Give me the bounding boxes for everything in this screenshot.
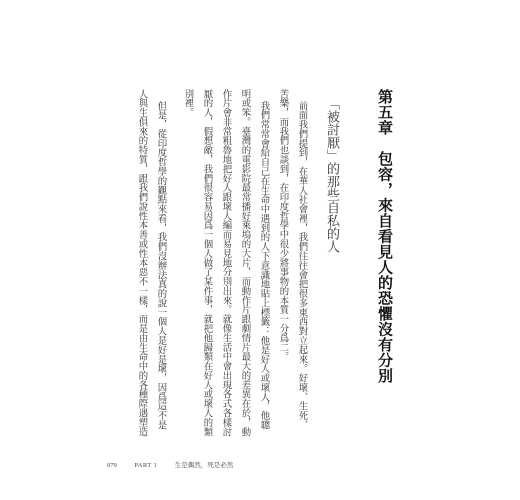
page-footer: [107, 460, 249, 469]
body-column: 前面我們提到，在華人社會裡，我們往往會把很多東西對立起來。好壞、生死、: [296, 101, 308, 430]
body-column: 別裡。: [182, 89, 194, 118]
chapter-title: 第五章 包容，來自看見人的恐懼沒有分別: [376, 89, 394, 384]
body-column: 苦樂，而我們也談到，在印度哲學中很少將事物的本質一分爲二。: [277, 89, 289, 362]
body-column: 厭的人，假想敵，我們很容易因爲一個人做了某件事，就把他歸類在好人或壞人的類: [201, 89, 213, 437]
page-number: 079: [107, 462, 117, 469]
running-title: 生是偶然，死是必然: [174, 462, 234, 469]
body-column: 明或笨。臺灣的電影院最常播好萊塢的大片，而動作片跟劇情片最大的差異在於，動: [239, 89, 251, 437]
part-label: PART 1: [134, 462, 158, 469]
body-column: 我們常常會給自己在生命中遇到的人下意識地貼上標籤：他是好人或壞人，他聰: [258, 101, 270, 430]
section-subtitle: 「被討厭」的那些自私的人: [324, 97, 339, 253]
body-column: 但是，從印度哲學的觀點來看，我們沒辦法真的說一個人是好是壞，因爲這不是: [155, 101, 167, 430]
body-column: 人與生俱來的特質，跟我們說性本善或性本惡不一樣，而是由生命中的各種際遇塑造: [136, 89, 148, 437]
body-column: 作片會非常粗魯地把好人跟壞人編而易見地分別出來。就像生活中會出現各式各樣討: [220, 89, 232, 437]
